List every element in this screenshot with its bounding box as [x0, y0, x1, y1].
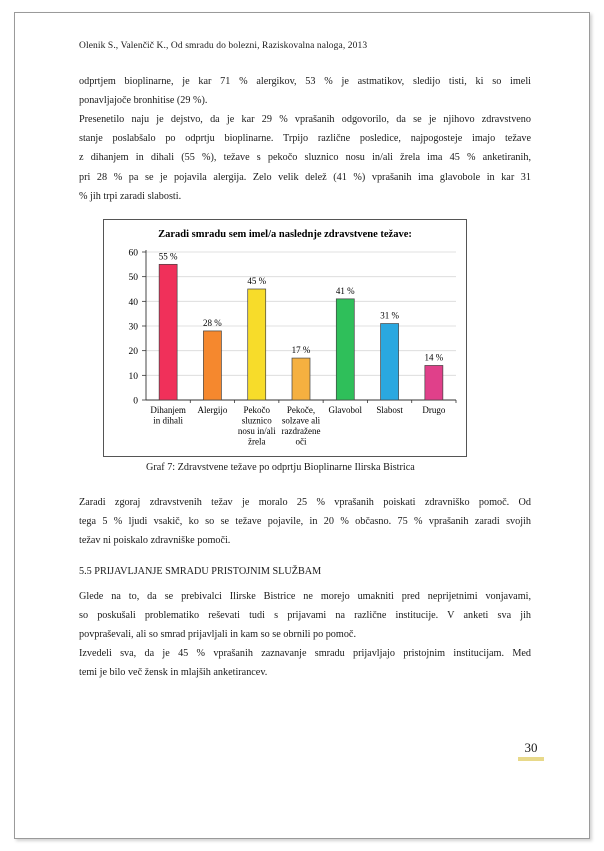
bar-value-label: 31 % — [380, 310, 399, 321]
bar — [336, 299, 354, 400]
y-tick-label: 60 — [128, 248, 138, 259]
paragraph-4-line: Glede na to, da se prebivalci Ilirske Bistrice ne morejo umakniti pred neprijetnimi vonjavami, — [79, 591, 531, 602]
y-tick-label: 10 — [128, 371, 138, 382]
y-tick-label: 40 — [128, 297, 138, 308]
figure-caption: Graf 7: Zdravstvene težave po odprtju Bioplinarne Ilirska Bistrica — [146, 462, 415, 473]
paragraph-1 — [79, 72, 531, 110]
x-tick-label: solzave ali — [281, 415, 321, 426]
x-tick-label: Alergijo — [197, 405, 228, 415]
bar — [292, 358, 310, 400]
section-heading: 5.5 PRIJAVLJANJE SMRADU PRISTOJNIM SLUŽBAM — [79, 566, 322, 577]
paragraph-2-line: % jih trpi zaradi slabosti. — [79, 190, 182, 202]
paragraph-3-line: Zaradi zgoraj zdravstvenih težav je moralo 25 % vprašanih poiskati zdravniško pomoč. Od — [79, 497, 531, 508]
bar — [203, 331, 221, 400]
paragraph-2-line: Presenetilo naju je dejstvo, da je kar 29 % vprašanih odgovorilo, da se je njihovo zdravstveno — [79, 114, 531, 125]
x-tick-label: Drugo — [422, 405, 446, 415]
page-number-underline — [518, 757, 544, 761]
x-tick-label: Dihanjem — [150, 405, 186, 415]
x-tick-label: in dihali — [153, 415, 184, 426]
running-header: Olenik S., Valenčič K., Od smradu do bolezni, Raziskovalna naloga, 2013 — [79, 41, 368, 51]
bar — [425, 365, 443, 400]
bar-value-label: 41 % — [335, 285, 355, 296]
x-tick-label: nosu in/ali — [237, 426, 276, 436]
x-tick-label: oči — [295, 436, 307, 447]
paragraph-4-line: povpraševali, ali so smrad prijavljali in kam so se obrnili po pomoč. — [79, 629, 356, 641]
chart-x-labels — [150, 405, 445, 447]
chart-box — [103, 219, 467, 457]
paragraph-2 — [79, 110, 531, 206]
paragraph-3-line: tega 5 % ljudi vsakič, ko so se težave pojavile, in 20 % občasno. 75 % vprašanih zaradi svojih — [79, 516, 531, 528]
bar-value-label: 45 % — [247, 276, 267, 286]
page-number: 30 — [524, 740, 538, 755]
paragraph-2-line: stanje poslabšalo po odprtju bioplinarne. Trpijo različne posledice, najpogosteje imajo težave — [79, 133, 531, 145]
paragraph-2-line: z dihanjem in dihali (55 %), težave s pekočo sluznico nosu in/ali žrela ima 45 % anketiranih, — [79, 152, 531, 164]
y-tick-label: 0 — [133, 396, 138, 407]
chart-title: Zaradi smradu sem imel/a naslednje zdravstvene težave: — [158, 229, 412, 240]
x-tick-label: Glavobol — [328, 405, 363, 415]
paragraph-1-line: odprtjem bioplinarne, je kar 71 % alergikov, 53 % je astmatikov, sledijo tisti, ki so imeli — [79, 76, 531, 87]
paragraph-4-line: so poskušali problematiko reševati tudi s prijavami na različne institucije. V anketi sva jih — [79, 610, 531, 622]
y-tick-label: 30 — [128, 322, 138, 333]
paragraph-1-line: ponavljajoče bronhitise (29 %). — [79, 95, 208, 107]
y-tick-label: 20 — [128, 347, 138, 358]
bar — [381, 324, 399, 400]
paragraph-3 — [79, 493, 531, 551]
paragraph-4 — [79, 587, 531, 645]
x-tick-label: razdražene — [281, 426, 321, 436]
x-tick-label: žrela — [247, 436, 266, 447]
y-tick-label: 50 — [128, 273, 138, 284]
bar-value-label: 17 % — [291, 345, 311, 356]
x-tick-label: Pekoče, — [286, 405, 316, 415]
bar-value-label: 14 % — [424, 352, 444, 363]
paragraph-5-line: Izvedeli sva, da je 45 % vprašanih zaznavanje smradu prijavljajo pristojnim institucijam. Med — [79, 648, 531, 659]
paragraph-5-line: temi je bilo več žensk in mlajših anketirancev. — [79, 667, 268, 679]
bar-chart — [104, 220, 466, 456]
x-tick-label: sluznico — [241, 415, 272, 426]
paragraph-3-line: težav ni poiskalo zdravniške pomoči. — [79, 535, 231, 547]
bar — [159, 264, 177, 400]
paragraph-5 — [79, 644, 531, 682]
bar-value-label: 28 % — [203, 317, 222, 328]
bar-value-label: 55 % — [158, 251, 178, 262]
paragraph-2-line: pri 28 % pa se je pojavila alergija. Zelo velik delež (41 %) vprašanih ima glavobole in kar 31 — [79, 171, 531, 183]
x-tick-label: Slabost — [376, 405, 403, 415]
bar — [248, 289, 266, 400]
x-tick-label: Pekočo — [243, 405, 270, 415]
